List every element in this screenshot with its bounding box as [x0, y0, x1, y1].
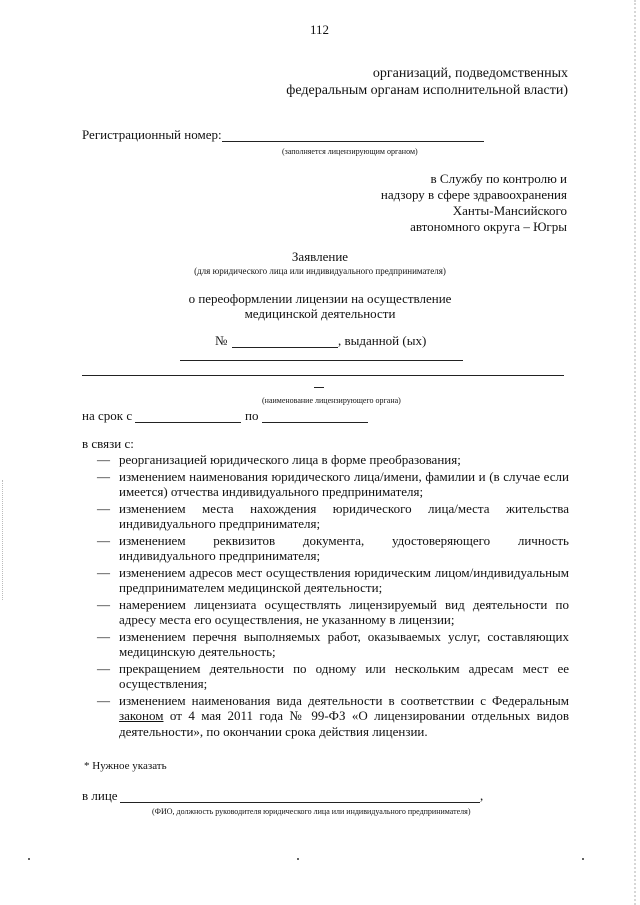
scan-edge-right [632, 0, 636, 905]
issuer-field-line-1[interactable] [180, 360, 463, 361]
footnote: * Нужное указать [84, 760, 167, 772]
reason-item[interactable] [83, 661, 569, 692]
reason-item[interactable] [83, 533, 569, 564]
page-number: 112 [310, 22, 330, 37]
scan-speck [297, 858, 299, 860]
issuer-tick [314, 387, 324, 388]
subject-line-1: о переоформлении лицензии на осуществление [188, 291, 452, 306]
reason-dash: — [97, 660, 110, 676]
registration-number-field[interactable] [222, 141, 484, 142]
license-number-field[interactable] [232, 347, 338, 348]
term-to-label: по [245, 408, 259, 423]
reason-item[interactable] [83, 565, 569, 596]
signatory-label: в лице [82, 788, 118, 803]
term-from-label: на срок с [82, 408, 133, 423]
term-from-field[interactable] [135, 422, 241, 423]
scan-speck [582, 858, 584, 860]
reason-text: реорганизацией юридического лица в форме преобразования; [119, 452, 461, 467]
reason-dash: — [97, 500, 110, 516]
signatory-field[interactable] [120, 802, 480, 803]
addressee-line-2: надзору в сфере здравоохранения [380, 187, 567, 202]
reason-dash: — [97, 692, 110, 708]
reason-text: изменением реквизитов документа, удостоверяющего личность индивидуального предпринимателя; [119, 532, 569, 563]
reasons-list [83, 452, 569, 740]
term-to-field[interactable] [262, 422, 368, 423]
reason-dash: — [97, 628, 110, 644]
reason-dash: — [97, 564, 110, 580]
reason-item[interactable] [83, 452, 569, 468]
signatory-note: (ФИО, должность руководителя юридического лица или индивидуального предпринимателя) [152, 807, 471, 816]
scan-edge-left [2, 480, 4, 600]
reason-text-after: от 4 мая 2011 года № 99-ФЗ «О лицензировании отдельных видов деятельности», по окончании срока действия лицензии. [119, 708, 569, 739]
reason-item[interactable] [83, 597, 569, 628]
issuer-field-line-2[interactable] [82, 375, 564, 376]
header-line-1: организаций, подведомственных [372, 66, 568, 81]
reason-dash: — [97, 596, 110, 612]
reason-item[interactable] [83, 693, 569, 740]
law-link[interactable]: законом [119, 708, 164, 723]
addressee-line-1: в Службу по контролю и [430, 171, 567, 186]
header-line-2: федеральным органам исполнительной власти) [286, 83, 568, 98]
reason-text-before: изменением наименования вида деятельности в соответствии с Федеральным [119, 692, 569, 708]
title-main: Заявление [291, 249, 349, 264]
signatory-comma: , [480, 788, 484, 803]
reason-item[interactable] [83, 629, 569, 660]
addressee-line-3: Ханты-Мансийского [452, 203, 567, 218]
number-prefix: № [215, 333, 228, 348]
registration-label: Регистрационный номер: [82, 127, 222, 142]
number-suffix: , выданной (ых) [338, 333, 427, 348]
reason-text: изменением адресов мест осуществления юридическим лицом/индивидуальным предпринимателем медицинской деятельности; [119, 564, 569, 595]
reason-text [119, 693, 569, 740]
reason-item[interactable] [83, 469, 569, 500]
reason-text: изменением перечня выполняемых работ, оказываемых услуг, составляющих медицинскую деятельность; [119, 628, 569, 659]
registration-note: (заполняется лицензирующим органом) [282, 147, 418, 156]
reasons-label: в связи с: [82, 436, 134, 451]
reason-text: прекращением деятельности по одному или нескольким адресам мест ее осуществления; [119, 660, 569, 691]
reason-text: изменением места нахождения юридического лица/места жительства индивидуального предпринимателя; [119, 500, 569, 531]
reason-dash: — [97, 532, 110, 548]
scan-speck [28, 858, 30, 860]
reason-item[interactable] [83, 501, 569, 532]
title-sub: (для юридического лица или индивидуального предпринимателя) [194, 266, 446, 276]
issuer-note: (наименование лицензирующего органа) [262, 396, 401, 405]
reason-dash: — [97, 468, 110, 484]
reason-text: намерением лицензиата осуществлять лицензируемый вид деятельности по адресу места его осуществления, не указанному в лицензии; [119, 596, 569, 627]
reason-dash: — [97, 452, 110, 467]
addressee-line-4: автономного округа – Югры [410, 219, 567, 234]
subject-line-2: медицинской деятельности [244, 306, 396, 321]
reason-text: изменением наименования юридического лица/имени, фамилии и (в случае если имеется) отчества индивидуального предпринимателя; [119, 468, 569, 499]
